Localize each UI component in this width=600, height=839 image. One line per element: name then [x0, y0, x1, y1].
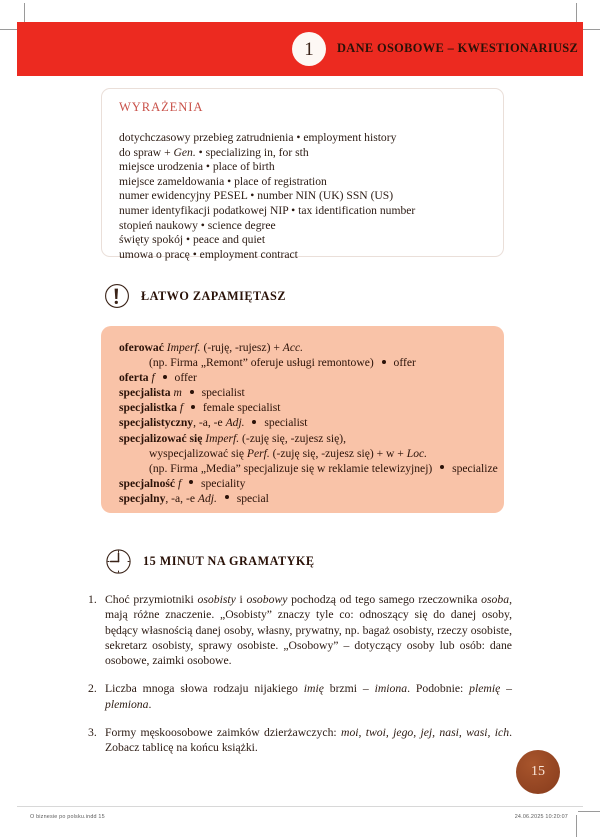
latwo-zapamietasz-heading	[104, 283, 286, 309]
crop-mark-bottom-right-h	[578, 811, 600, 812]
clock-icon	[105, 548, 132, 575]
gramatyka-label: 15 MINUT NA GRAMATYKĘ	[143, 554, 315, 568]
vocabulary-entry: specjalistyczny, -a, -e Adj. specialist	[119, 416, 308, 430]
gramatyka-heading	[105, 548, 315, 575]
vocabulary-entry: specjalny, -a, -e Adj. special	[119, 491, 269, 505]
chapter-number: 1	[304, 38, 314, 60]
footer-divider	[17, 806, 583, 807]
vocabulary-entry: wyspecjalizować się Perf. (-zuję się, -zujesz się) + w + Loc.	[149, 446, 428, 460]
chapter-number-badge	[292, 32, 326, 66]
grammar-note-text: Liczba mnoga słowa rodzaju nijakiego imię brzmi – imiona. Podobnie: plemię – plemiona.	[105, 682, 513, 711]
vocabulary-entry: (np. Firma „Remont” oferuje usługi remontowe) offer	[149, 356, 416, 370]
vocabulary-entry: oferta f offer	[119, 371, 197, 385]
footer-timestamp: 24.06.2025 10:20:07	[514, 814, 568, 820]
footer-filename: O biznesie po polsku.indd 15	[30, 814, 105, 820]
wyrazenia-entry: do spraw + Gen. • specializing in, for sth	[119, 145, 309, 159]
wyrazenia-entry: stopień naukowy • science degree	[119, 218, 276, 232]
grammar-note-item	[88, 681, 512, 712]
grammar-note-number: 2.	[88, 682, 97, 696]
page-number-badge	[516, 750, 560, 794]
latwo-zapamietasz-label: ŁATWO ZAPAMIĘTASZ	[141, 288, 286, 303]
vocabulary-entry: specjalista m specialist	[119, 386, 245, 400]
grammar-note-number: 1.	[88, 593, 97, 606]
wyrazenia-title: WYRAŻENIA	[119, 100, 204, 114]
wyrazenia-entry: numer identyfikacji podatkowej NIP • tax identification number	[119, 203, 416, 217]
vocabulary-entry: (np. Firma „Media” specjalizuje się w reklamie telewizyjnej) specialize	[149, 461, 498, 475]
vocabulary-entry: specjalizować się Imperf. (-zuję się, -zujesz się),	[119, 431, 346, 445]
vocabulary-entry-list	[119, 340, 498, 506]
wyrazenia-list	[119, 131, 491, 262]
wyrazenia-entry: umowa o pracę • employment contract	[119, 247, 298, 261]
grammar-note-text: Choć przymiotniki osobisty i osobowy pochodzą od tego samego rzeczownika osoba, mają różne znaczenie. „Osobisty” znaczy tyle co: odnoszący się do danej osoby, będący własnością danej osoby, własny, prywatny, np. bagaż osobisty, rzeczy osobiste, sekretarz osobisty, sprawy osobiste. „Osobowy” – dotyczący osoby lub osób: dane osobowe, zaimki osobowe.	[105, 593, 512, 668]
crop-mark-bottom-right-v	[576, 815, 577, 837]
wyrazenia-entry: święty spokój • peace and quiet	[119, 233, 266, 247]
wyrazenia-entry: dotychczasowy przebieg zatrudnienia • employment history	[119, 131, 397, 144]
grammar-note-number: 3.	[88, 726, 97, 740]
grammar-notes-list	[88, 592, 512, 756]
grammar-note-text: Formy męskoosobowe zaimków dzierżawczych: moi, twoi, jego, jej, nasi, wasi, ich. Zobacz tablicę na końcu książki.	[105, 726, 512, 755]
grammar-note-item	[88, 725, 512, 756]
chapter-title: DANE OSOBOWE – KWESTIONARIUSZ	[337, 41, 579, 55]
wyrazenia-entry: miejsce urodzenia • place of birth	[119, 160, 275, 174]
latwo-zapamietasz-box	[101, 326, 504, 513]
vocabulary-entry: oferować Imperf. (-ruję, -rujesz) + Acc.	[119, 341, 304, 354]
page-number: 15	[531, 764, 545, 779]
wyrazenia-panel	[101, 88, 504, 261]
vocabulary-entry: specjalność f speciality	[119, 476, 246, 490]
grammar-note-item	[88, 592, 512, 668]
exclamation-circle-icon	[104, 283, 130, 309]
vocabulary-entry: specjalistka f female specialist	[119, 401, 281, 415]
wyrazenia-entry: miejsce zameldowania • place of registration	[119, 174, 327, 188]
wyrazenia-entry: numer ewidencyjny PESEL • number NIN (UK) SSN (US)	[119, 189, 394, 203]
